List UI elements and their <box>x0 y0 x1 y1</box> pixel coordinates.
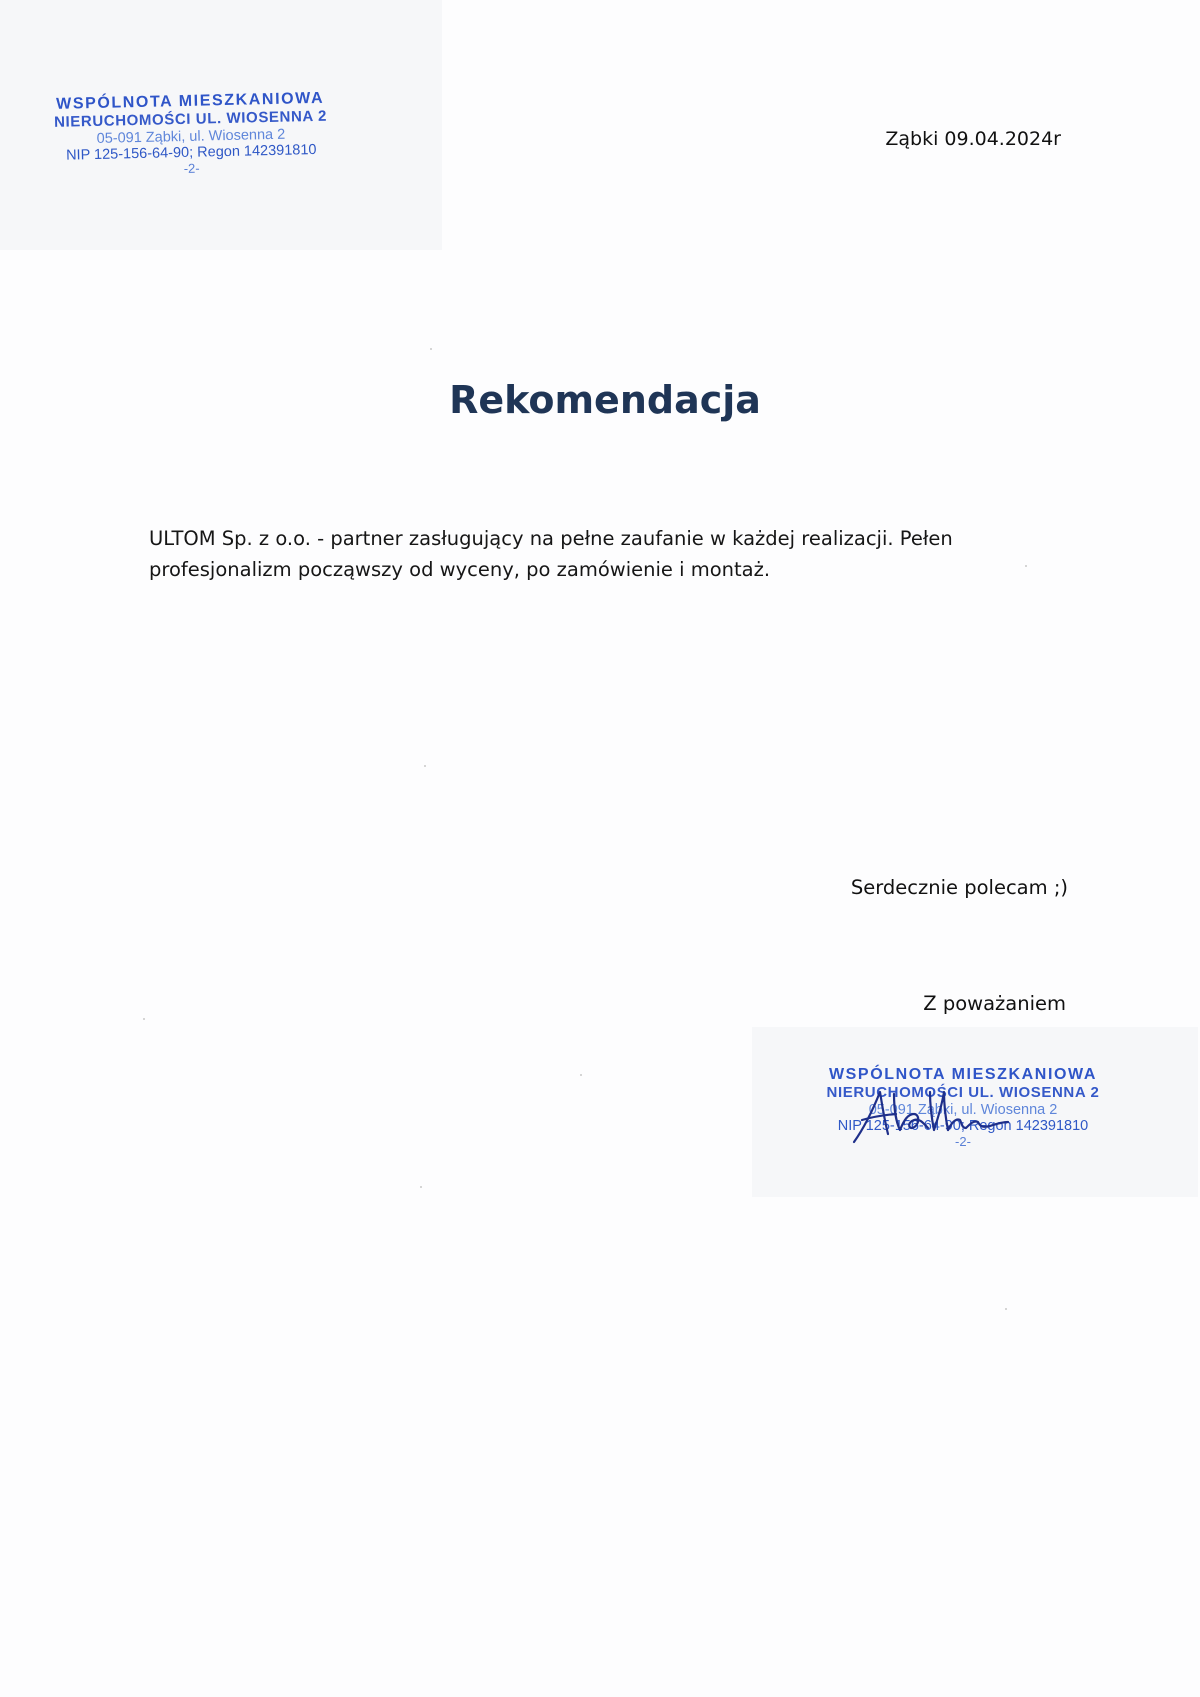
stamp-header-line3: 05-091 Ząbki, ul. Wiosenna 2 <box>96 126 286 147</box>
regards-line: Z poważaniem <box>923 992 1066 1015</box>
stamp-signature-line4: NIP 125-156-64-90; Regon 142391810 <box>837 1118 1089 1135</box>
letter-title: Rekomendacja <box>449 378 761 422</box>
scan-speck <box>580 1074 582 1076</box>
letter-body: ULTOM Sp. z o.o. - partner zasługujący na pełne zaufanie w każdej realizacji. Pełen profesjonalizm począwszy od wyceny, po zamówienie i montaż. <box>149 527 953 581</box>
stamp-header-line1: WSPÓLNOTA MIESZKANIOWA <box>55 89 325 113</box>
closing-line: Serdecznie polecam ;) <box>850 876 1068 899</box>
handwritten-signature <box>850 1084 1010 1150</box>
stamp-signature-line1: WSPÓLNOTA MIESZKANIOWA <box>828 1066 1098 1083</box>
stamp-header <box>50 90 332 180</box>
letter-date: Ząbki 09.04.2024r <box>885 128 1061 150</box>
scan-speck <box>143 1018 145 1020</box>
stamp-header-line4: NIP 125-156-64-90; Regon 142391810 <box>65 142 317 164</box>
scan-speck <box>430 348 432 350</box>
stamp-header-line2: NIERUCHOMOŚCI UL. WIOSENNA 2 <box>53 108 328 132</box>
scan-speck <box>420 1186 422 1188</box>
stamp-header-line5: -2- <box>183 160 200 176</box>
stamp-signature-line5: -2- <box>955 1133 971 1149</box>
scan-speck <box>1005 1308 1007 1310</box>
scan-speck <box>424 765 426 767</box>
stamp-signature-line3: 05-091 Ząbki, ul. Wiosenna 2 <box>868 1101 1058 1118</box>
scan-speck <box>1025 565 1027 567</box>
stamp-signature-line2: NIERUCHOMOŚCI UL. WIOSENNA 2 <box>826 1084 1100 1102</box>
